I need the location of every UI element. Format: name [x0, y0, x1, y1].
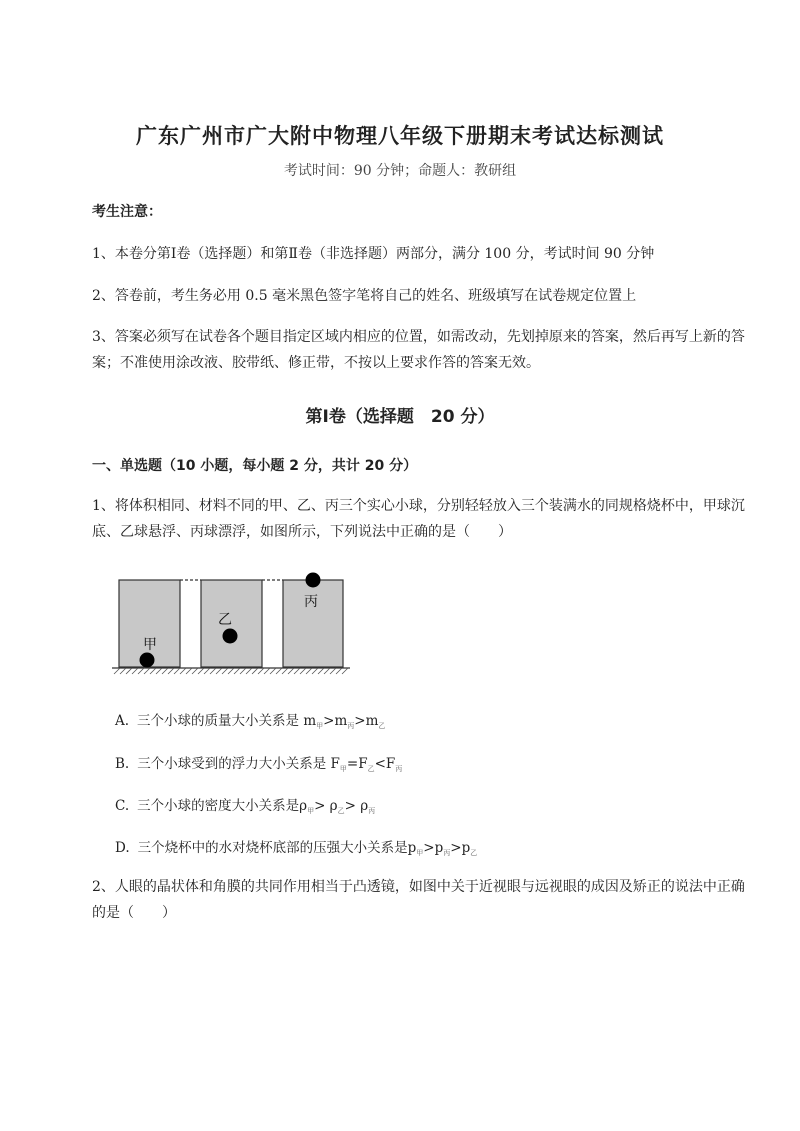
- exam-title: 广东广州市广大附中物理八年级下册期末考试达标测试: [136, 124, 664, 148]
- option-b[interactable]: B. 三个小球受到的浮力大小关系是 $F_甲=F_乙<F_丙$: [115, 756, 403, 773]
- exam-subtitle: 考试时间：90 分钟；命题人：教研组: [283, 163, 517, 179]
- question-1-stem: 1、将体积相同、材料不同的甲、乙、丙三个实心小球，分别轻轻放入三个装满水的同规格烧杯中，甲球沉底、乙球悬浮、丙球漂浮，如图所示，下列说法中正确的是（ ）: [92, 498, 745, 540]
- notice-item-1: 1、本卷分第Ⅰ卷（选择题）和第Ⅱ卷（非选择题）两部分，满分 100 分，考试时间 90 分钟: [92, 246, 655, 262]
- ball-bing: [306, 573, 321, 588]
- ground-hatching: [114, 668, 348, 674]
- ball-yi: [223, 629, 238, 644]
- option-a[interactable]: A. 三个小球的质量大小关系是 $m_甲>m_丙>m_乙$: [115, 713, 386, 730]
- option-c[interactable]: C. 三个小球的密度大小关系是$\rho_甲> \rho_乙> \rho_丙$: [115, 798, 376, 815]
- label-jia: 甲: [143, 637, 157, 653]
- section-title: 第Ⅰ卷（选择题 20 分）: [305, 407, 495, 427]
- ball-jia: [140, 653, 155, 668]
- notice-item-3: 3、答案必须写在试卷各个题目指定区域内相应的位置，如需改动，先划掉原来的答案，然后再写上新的答案；不准使用涂改液、胶带纸、修正带，不按以上要求作答的答案无效。: [92, 329, 745, 371]
- part-heading: 一、单选题（10 小题，每小题 2 分，共计 20 分）: [92, 458, 418, 474]
- label-yi: 乙: [218, 612, 232, 628]
- notice-item-2: 2、答卷前，考生务必用 0.5 毫米黑色签字笔将自己的姓名、班级填写在试卷规定位置上: [92, 288, 637, 304]
- notice-heading: 考生注意：: [92, 204, 162, 220]
- question-2-stem: 2、人眼的晶状体和角膜的共同作用相当于凸透镜，如图中关于近视眼与远视眼的成因及矫正的说法中正确的是（ ）: [92, 879, 745, 921]
- beaker-figure: [110, 568, 355, 678]
- option-d[interactable]: D. 三个烧杯中的水对烧杯底部的压强大小关系是$p_甲>p_丙>p_乙$: [115, 840, 478, 857]
- label-bing: 丙: [304, 594, 318, 610]
